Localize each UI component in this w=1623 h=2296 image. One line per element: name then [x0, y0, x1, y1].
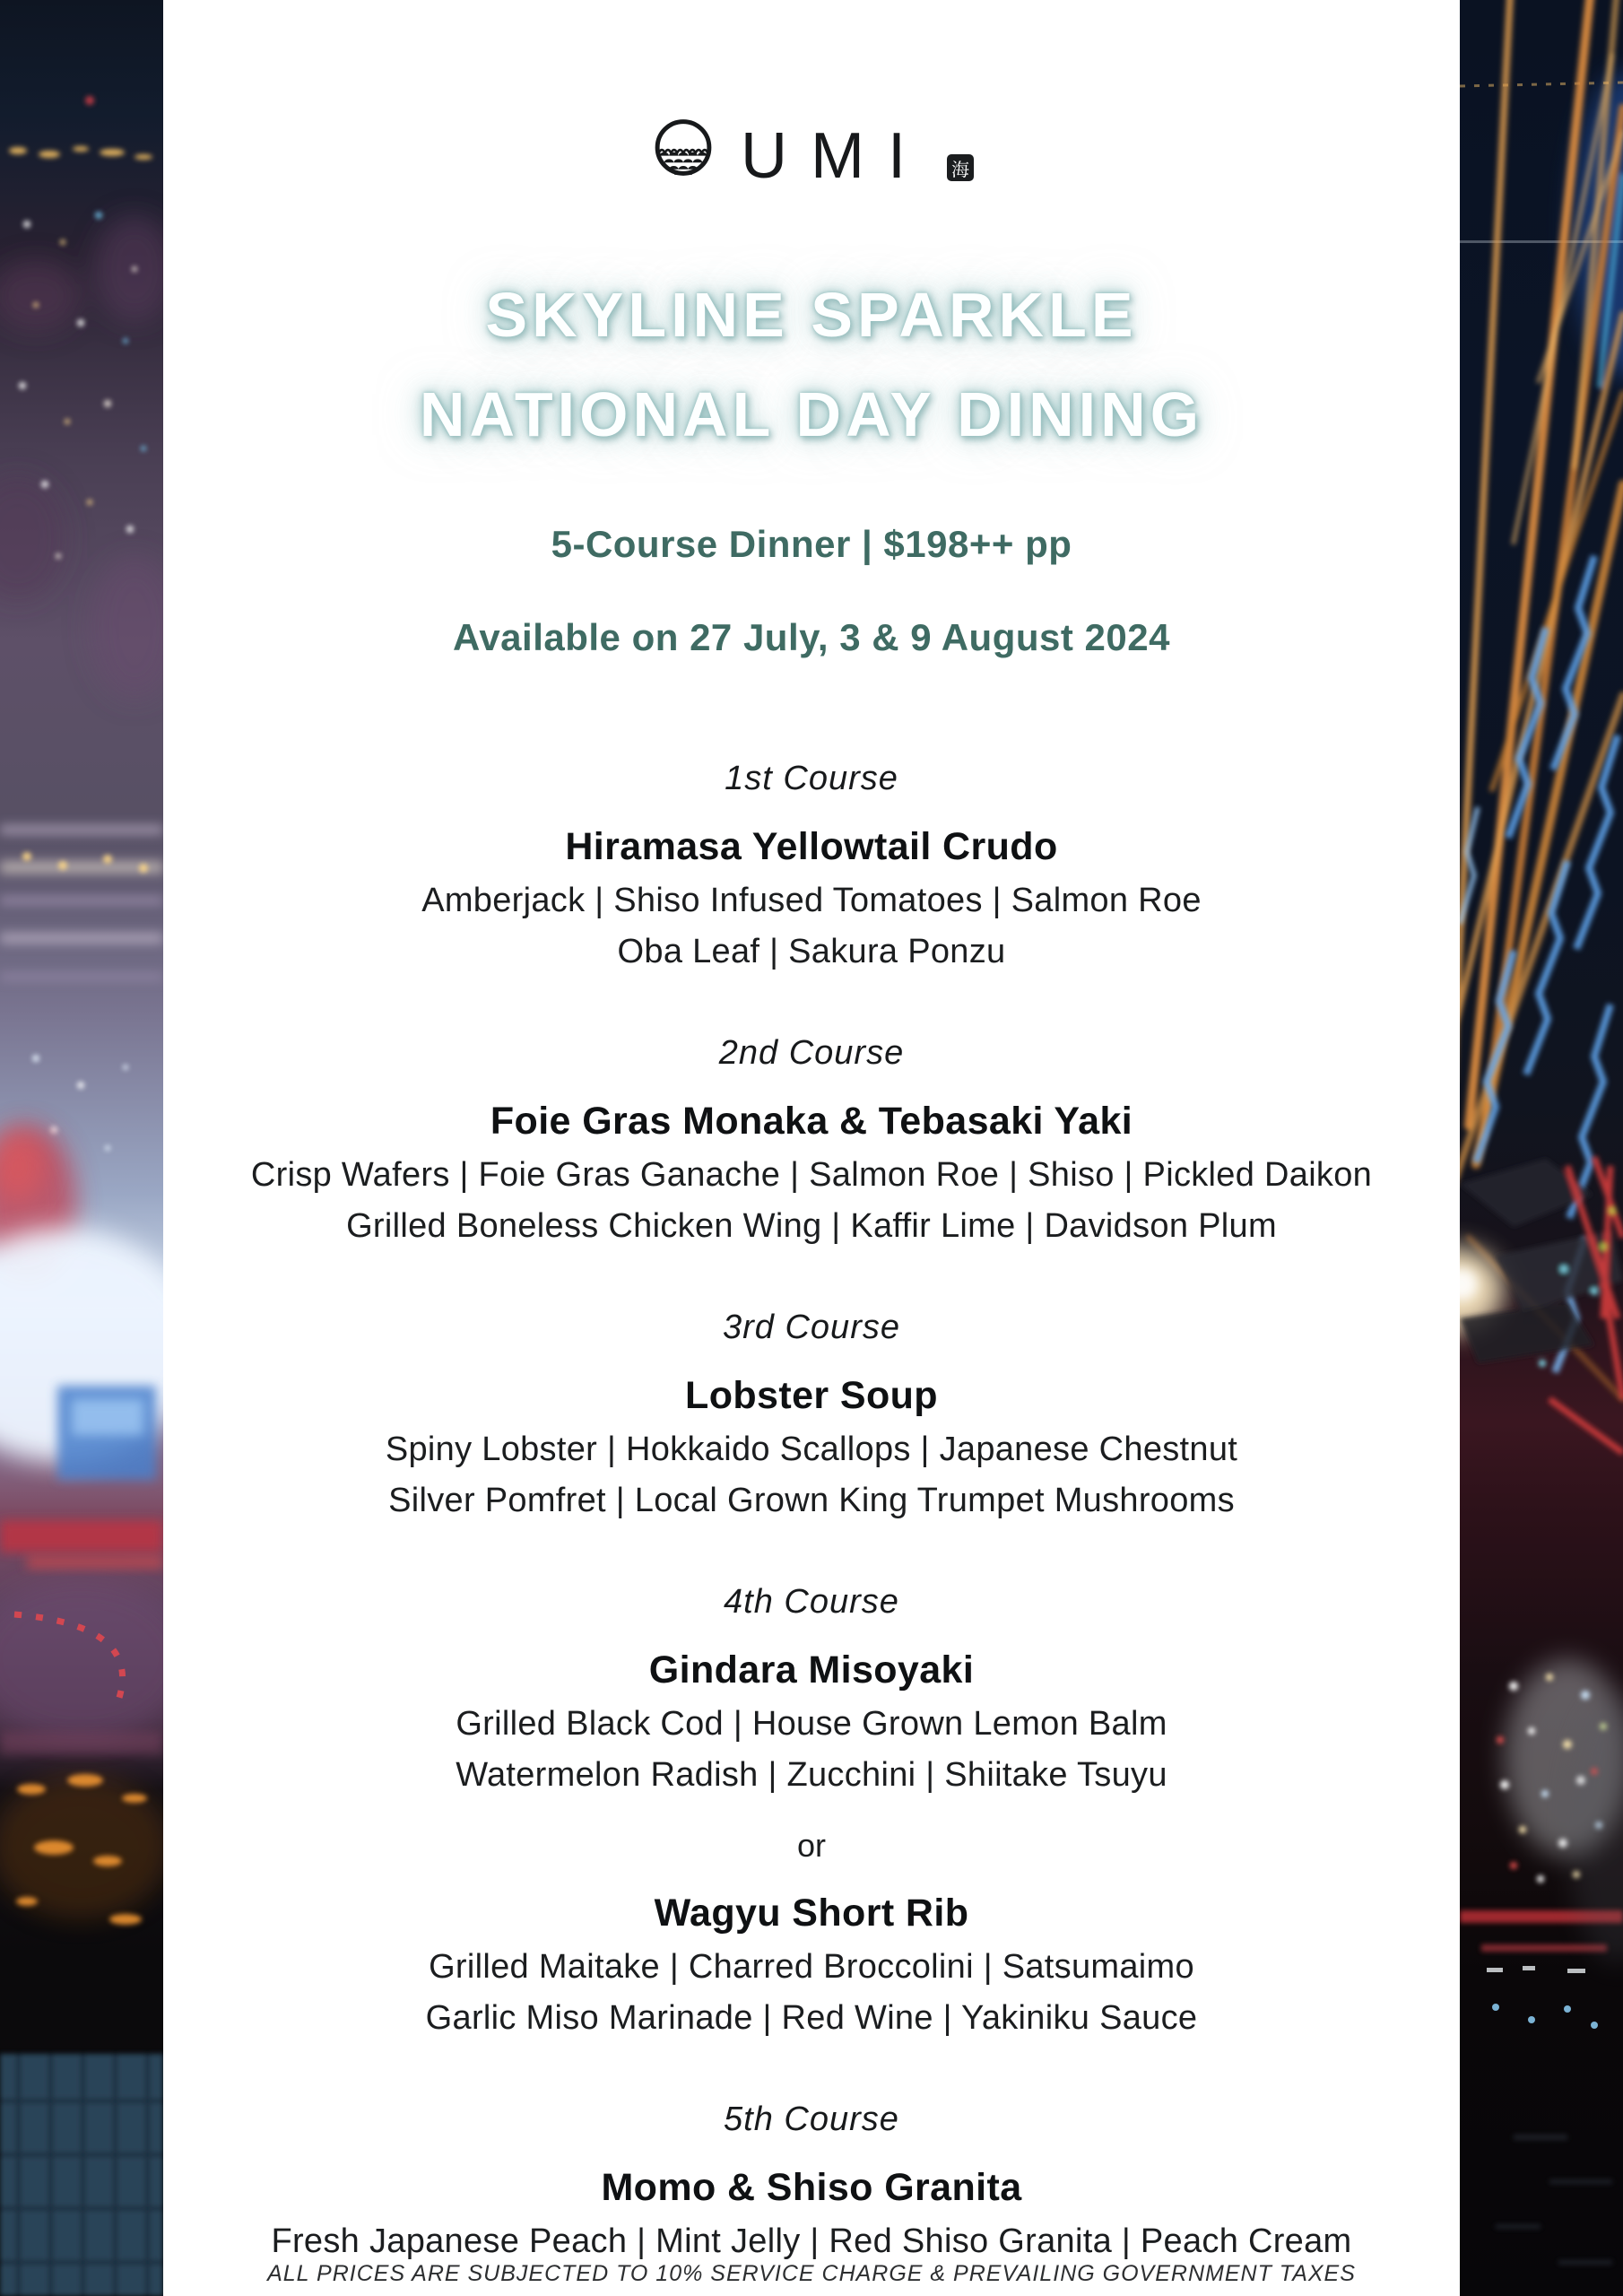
dish-description-line: Grilled Maitake | Charred Broccolini | Satsumaimo	[429, 1948, 1194, 1987]
title-line-2: NATIONAL DAY DINING	[419, 378, 1204, 449]
brand-seal-umi-kanji: 海	[947, 154, 974, 181]
title-line-1: SKYLINE SPARKLE	[485, 280, 1138, 350]
dish-name: Wagyu Short Rib	[654, 1892, 969, 1935]
dish-description	[163, 1156, 1460, 1246]
dish-name: Gindara Misoyaki	[648, 1648, 975, 1692]
o-wave-mark-icon	[649, 115, 717, 183]
dish-description	[163, 1705, 1460, 1795]
dish-description-line: Crisp Wafers | Foie Gras Ganache | Salmon Roe | Shiso | Pickled Daikon	[250, 1156, 1373, 1195]
footer-disclaimer: ALL PRICES ARE SUBJECTED TO 10% SERVICE CHARGE & PREVAILING GOVERNMENT TAXES	[267, 2261, 1356, 2287]
dish-description-line: Grilled Black Cod | House Grown Lemon Balm	[456, 1705, 1167, 1744]
dish-description	[163, 882, 1460, 971]
brand-logo	[649, 115, 974, 192]
dish-name: Foie Gras Monaka & Tebasaki Yaki	[490, 1100, 1133, 1144]
course-label: 5th Course	[724, 2100, 899, 2139]
dish-description-line: Silver Pomfret | Local Grown King Trumpet Mushrooms	[388, 1482, 1235, 1520]
dish-name: Hiramasa Yellowtail Crudo	[565, 825, 1058, 869]
dish-description-line: Oba Leaf | Sakura Ponzu	[617, 933, 1006, 971]
price-line: 5-Course Dinner | $198++ pp	[551, 523, 1072, 566]
course-section	[163, 2100, 1460, 2261]
page-title	[420, 265, 1203, 464]
dish-description	[163, 2222, 1460, 2261]
right-photo-fireworks	[1460, 0, 1623, 2296]
dish-description-line: Grilled Boneless Chicken Wing | Kaffir Lime | Davidson Plum	[346, 1207, 1277, 1246]
dish-description	[163, 1431, 1460, 1520]
course-section	[163, 1034, 1460, 1246]
course-section	[163, 1583, 1460, 2038]
left-photo-cityscape	[0, 0, 163, 2296]
cityscape-graphic	[0, 0, 163, 2296]
dish-description-line: Watermelon Radish | Zucchini | Shiitake Tsuyu	[456, 1756, 1167, 1795]
dish-description-line: Fresh Japanese Peach | Mint Jelly | Red Shiso Granita | Peach Cream	[271, 2222, 1352, 2261]
course-section	[163, 1309, 1460, 1520]
course-label: 3rd Course	[723, 1309, 900, 1347]
course-label: 2nd Course	[718, 1034, 905, 1073]
fireworks-graphic	[1460, 0, 1623, 2296]
dish-name: Lobster Soup	[685, 1374, 938, 1418]
availability-line: Available on 27 July, 3 & 9 August 2024	[453, 616, 1170, 659]
course-label: 1st Course	[725, 760, 898, 798]
dish-description-line: Garlic Miso Marinade | Red Wine | Yakiniku Sauce	[425, 1999, 1198, 2038]
dish-description	[163, 1948, 1460, 2038]
course-list	[163, 697, 1460, 2261]
dish-description-line: Amberjack | Shiso Infused Tomatoes | Salmon Roe	[421, 882, 1202, 920]
course-choice-separator: or	[796, 1827, 826, 1865]
brand-letters: UMI	[741, 119, 929, 192]
course-section	[163, 760, 1460, 971]
menu-panel	[163, 0, 1460, 2296]
dish-description-line: Spiny Lobster | Hokkaido Scallops | Japanese Chestnut	[385, 1431, 1238, 1469]
course-label: 4th Course	[724, 1583, 899, 1622]
dish-name: Momo & Shiso Granita	[601, 2166, 1022, 2210]
